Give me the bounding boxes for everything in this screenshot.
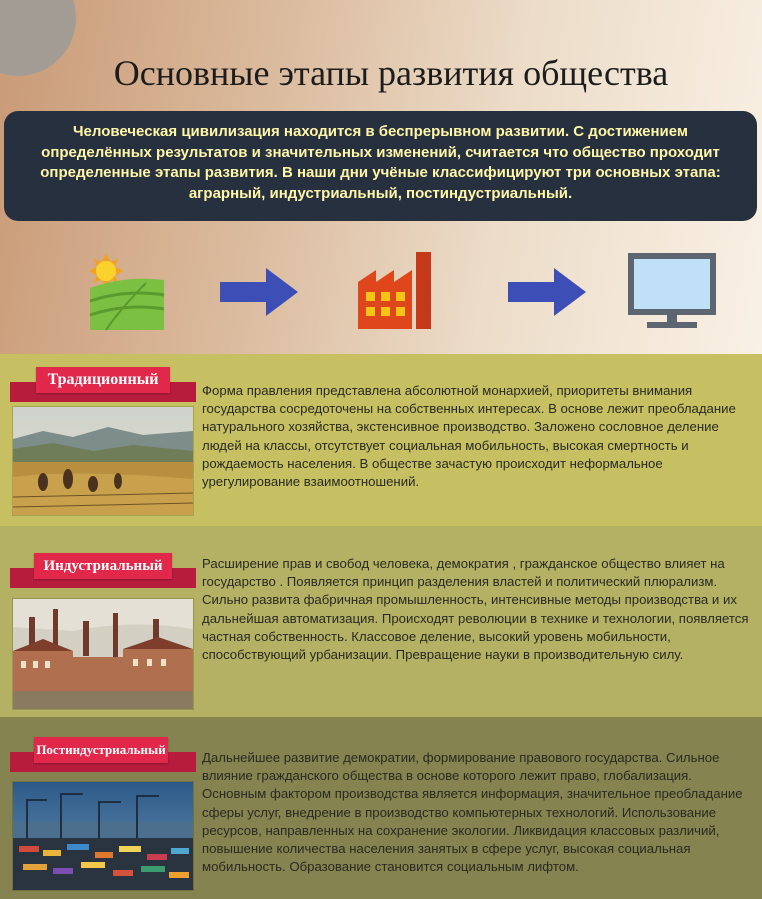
monitor-icon [627, 252, 717, 330]
agrarian-painting [12, 406, 194, 516]
sun-field-icon [86, 253, 166, 331]
stage-description: Расширение прав и свобод человека, демократия , гражданское общество влияет на государство . Появляется принцип разделения властей и политический плюрализм. Сильно развита фабричная промышленность, интенсивные методы производства и их дальнейшая автоматизация. Происходят революции в технике и технологии, появляется частная собственность. Классовое деление, высокий уровень мобильности, способствующий урбанизации. Превращение науки в производительную силу. [202, 556, 749, 663]
intro-box [4, 111, 757, 221]
stage-description: Форма правления представлена абсолютной монархией, приоритеты внимания государства сосредоточены на собственных интересах. В основе лежит преобладание натурального хозяйства, экстенсивное производство. Заложено сословное деление людей на классы, отсутствует социальная мобильность, высокая смертность и рождаемость населения. В обществе зачастую происходит неформальное урегулирование взаимоотношений. [202, 383, 736, 490]
port-photo [12, 781, 194, 891]
section-traditional [0, 354, 762, 526]
factory-icon [356, 252, 436, 330]
stage-description: Дальнейшее развитие демократии, формирование правового государства. Сильное влияние гражданского общества в основе которого лежит право, глобализация. Основным фактором производства является информация, значительное преобладание сферы услуг, внедрение в производство компьютерных технологий. Использование ресурсов, направленных на сохранение экологии. Ликвидация классовых различий, повышение количества населения занятых в сфере услуг, высокая социальная мобильность. Образование становится социальным лифтом. [202, 750, 743, 875]
intro-text: Человеческая цивилизация находится в беспрерывном развитии. С достижением определённых результатов и значительных изменений, считается что общество проходит определенные этапы развития. В наши дни учёные классифицируют три основных этапа: аграрный, индустриальный, постиндустриальный. [40, 123, 721, 202]
stage-label: Постиндустриальный [34, 737, 168, 763]
industrial-painting [12, 598, 194, 710]
page-title: Основные этапы развития общества [113, 53, 669, 93]
section-postindustrial [0, 717, 762, 899]
arrow-right-icon [508, 268, 588, 316]
stage-label: Традиционный [36, 367, 170, 393]
section-industrial [0, 526, 762, 717]
stage-label: Индустриальный [34, 553, 172, 579]
header-banner [0, 0, 762, 354]
arrow-right-icon [220, 268, 300, 316]
